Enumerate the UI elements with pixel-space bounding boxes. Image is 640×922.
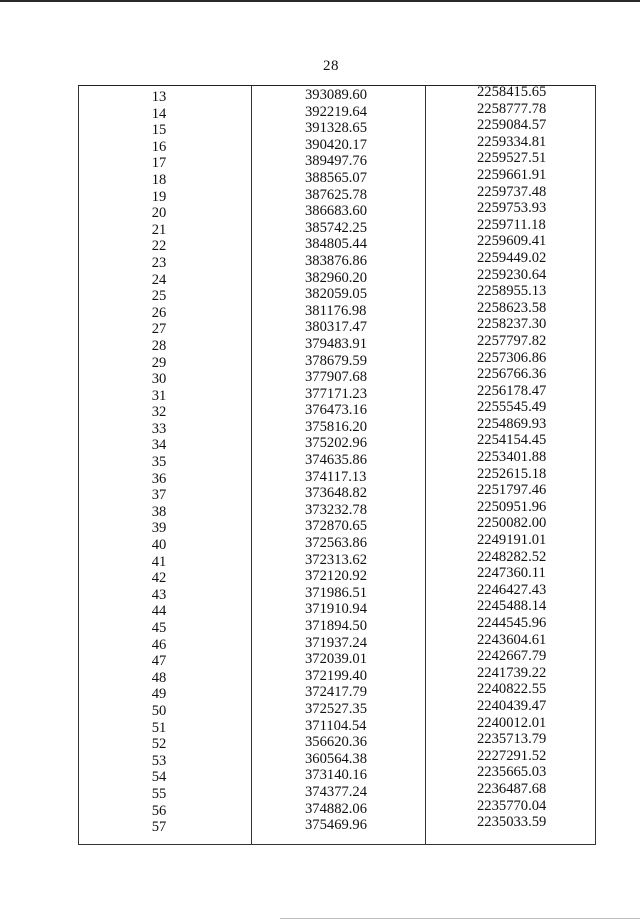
x-coordinate: 382059.05: [305, 286, 368, 303]
y-coordinate: 2259737.48: [477, 183, 547, 200]
y-coordinate: 2258777.78: [477, 100, 547, 117]
x-coordinate: 373232.78: [305, 501, 368, 518]
y-coordinate: 2248282.52: [477, 548, 547, 565]
y-coordinate: 2240012.01: [477, 714, 547, 731]
point-number: 20: [151, 205, 167, 222]
x-coordinate: 372527.35: [305, 700, 368, 717]
y-coordinate: 2253401.88: [477, 449, 547, 466]
x-coordinate: 379483.91: [305, 335, 368, 352]
point-number: 39: [151, 520, 167, 537]
y-coordinate: 2235713.79: [477, 731, 547, 748]
x-coordinate: 392219.64: [305, 103, 368, 120]
point-number: 40: [151, 537, 167, 554]
point-number: 57: [151, 819, 167, 836]
point-number: 46: [151, 636, 167, 653]
y-coordinate: 2257797.82: [477, 332, 547, 349]
x-coordinate: 371986.51: [305, 584, 368, 601]
x-coordinate: 371910.94: [305, 601, 368, 618]
point-number: 49: [151, 686, 167, 703]
x-coordinate: 391328.65: [305, 120, 368, 137]
x-coordinate: 375816.20: [305, 418, 368, 435]
y-coordinate: 2247360.11: [477, 565, 546, 582]
y-coordinate: 2258415.65: [477, 84, 547, 100]
point-number: 29: [151, 354, 167, 371]
y-coordinate: 2251797.46: [477, 482, 547, 499]
x-coordinate: 385742.25: [305, 219, 368, 236]
x-coordinate: 374882.06: [305, 800, 368, 817]
x-coordinate: 371894.50: [305, 618, 368, 634]
x-coordinate: 384805.44: [305, 236, 368, 253]
x-coordinate: 374117.13: [305, 468, 367, 485]
x-coordinate: 388565.07: [305, 169, 368, 186]
point-number: 37: [151, 487, 167, 504]
x-coordinate: 371937.24: [305, 634, 368, 651]
y-coordinate: 2259527.51: [477, 150, 547, 167]
x-coordinate: 374377.24: [305, 783, 368, 800]
x-coordinate: 380317.47: [305, 319, 368, 336]
y-coordinate: 2259609.41: [477, 233, 547, 250]
x-coordinate: 360564.38: [305, 750, 368, 767]
y-coordinate: 2250082.00: [477, 515, 547, 532]
point-number: 51: [151, 719, 167, 736]
y-coordinate: 2254869.93: [477, 415, 547, 432]
y-coordinate: 2240439.47: [477, 697, 547, 714]
y-coordinate: 2235665.03: [477, 764, 547, 781]
point-number: 38: [151, 503, 167, 520]
point-number: 22: [151, 238, 167, 255]
point-number: 14: [151, 105, 167, 122]
y-coordinate: 2259753.93: [477, 200, 547, 217]
point-number: 47: [151, 653, 167, 670]
x-coordinate: 373140.16: [305, 767, 368, 784]
y-coordinate: 2245488.14: [477, 598, 547, 615]
x-coordinate: 375202.96: [305, 435, 368, 452]
point-number: 33: [151, 420, 167, 437]
point-number: 17: [151, 155, 167, 172]
point-number: 24: [151, 271, 167, 288]
x-coordinate: 393089.60: [305, 87, 368, 103]
y-coordinate: 2256766.36: [477, 366, 547, 383]
x-coordinate: 373648.82: [305, 485, 368, 502]
x-coordinate: 356620.36: [305, 734, 368, 751]
y-coordinate: 2254154.45: [477, 432, 547, 449]
y-coordinate: 2258237.30: [477, 316, 547, 333]
x-coordinate: 386683.60: [305, 203, 368, 220]
point-number: 31: [151, 387, 167, 404]
x-coordinate: 376473.16: [305, 402, 368, 419]
page-bottom-edge: [280, 918, 640, 919]
point-number: 25: [151, 288, 167, 305]
y-coordinate: 2246427.43: [477, 581, 547, 598]
y-coordinate: 2259711.18: [477, 216, 546, 233]
page-top-edge: [0, 0, 640, 2]
y-coordinate: 2250951.96: [477, 498, 547, 515]
point-number: 42: [151, 570, 167, 587]
y-coordinate: 2244545.96: [477, 615, 547, 631]
point-number: 36: [151, 470, 167, 487]
point-number: 48: [151, 669, 167, 686]
point-number: 54: [151, 769, 167, 786]
table-row: [79, 814, 595, 836]
x-coordinate: 371104.54: [305, 717, 367, 734]
point-number: 15: [151, 122, 167, 139]
x-coordinate: 389497.76: [305, 153, 368, 170]
y-coordinate: 2236487.68: [477, 780, 547, 797]
point-number: 45: [151, 620, 167, 636]
point-number: 23: [151, 254, 167, 271]
x-coordinate: 381176.98: [305, 302, 367, 319]
y-coordinate: 2259230.64: [477, 266, 547, 283]
x-coordinate: 387625.78: [305, 186, 368, 203]
y-coordinate: 2252615.18: [477, 465, 547, 482]
y-coordinate: 2258623.58: [477, 299, 547, 316]
x-coordinate: 382960.20: [305, 269, 368, 286]
page-number: 28: [323, 58, 339, 74]
y-coordinate: 2257306.86: [477, 349, 547, 366]
y-coordinate: 2227291.52: [477, 747, 547, 764]
y-coordinate: 2243604.61: [477, 631, 547, 648]
x-coordinate: 372199.40: [305, 667, 368, 684]
point-number: 41: [151, 553, 167, 570]
point-number: 55: [151, 785, 167, 802]
point-number: 26: [151, 304, 167, 321]
x-coordinate: 372417.79: [305, 684, 368, 701]
x-coordinate: 375469.96: [305, 817, 368, 834]
y-coordinate: 2259449.02: [477, 249, 547, 266]
point-number: 19: [151, 188, 167, 205]
point-number: 27: [151, 321, 167, 338]
x-coordinate: 377171.23: [305, 385, 368, 402]
point-number: 52: [151, 736, 167, 753]
y-coordinate: 2258955.13: [477, 283, 547, 300]
x-coordinate: 372039.01: [305, 651, 368, 668]
point-number: 50: [151, 702, 167, 719]
x-coordinate: 383876.86: [305, 252, 368, 269]
point-number: 44: [151, 603, 167, 620]
point-number: 30: [151, 371, 167, 388]
y-coordinate: 2235033.59: [477, 814, 547, 831]
x-coordinate: 372870.65: [305, 518, 368, 535]
point-number: 13: [151, 89, 167, 105]
x-coordinate: 372313.62: [305, 551, 368, 568]
y-coordinate: 2241739.22: [477, 664, 547, 681]
y-coordinate: 2235770.04: [477, 797, 547, 814]
point-number: 32: [151, 404, 167, 421]
x-coordinate: 390420.17: [305, 136, 368, 153]
point-number: 16: [151, 138, 167, 155]
y-coordinate: 2256178.47: [477, 382, 547, 399]
point-number: 28: [151, 337, 167, 354]
table-body: [79, 84, 595, 836]
y-coordinate: 2259084.57: [477, 117, 547, 134]
x-coordinate: 378679.59: [305, 352, 368, 369]
point-number: 56: [151, 802, 167, 819]
point-number: 21: [151, 221, 167, 238]
point-number: 35: [151, 454, 167, 471]
x-coordinate: 377907.68: [305, 369, 368, 386]
x-coordinate: 374635.86: [305, 452, 368, 469]
point-number: 53: [151, 752, 167, 769]
x-coordinate: 372563.86: [305, 535, 368, 552]
coordinates-table: [78, 85, 596, 845]
y-coordinate: 2249191.01: [477, 532, 547, 549]
y-coordinate: 2242667.79: [477, 648, 547, 665]
point-number: 43: [151, 586, 167, 603]
y-coordinate: 2255545.49: [477, 399, 547, 416]
point-number: 34: [151, 437, 167, 454]
x-coordinate: 372120.92: [305, 568, 368, 585]
y-coordinate: 2259661.91: [477, 166, 547, 183]
y-coordinate: 2240822.55: [477, 681, 547, 698]
point-number: 18: [151, 171, 167, 188]
y-coordinate: 2259334.81: [477, 133, 547, 150]
